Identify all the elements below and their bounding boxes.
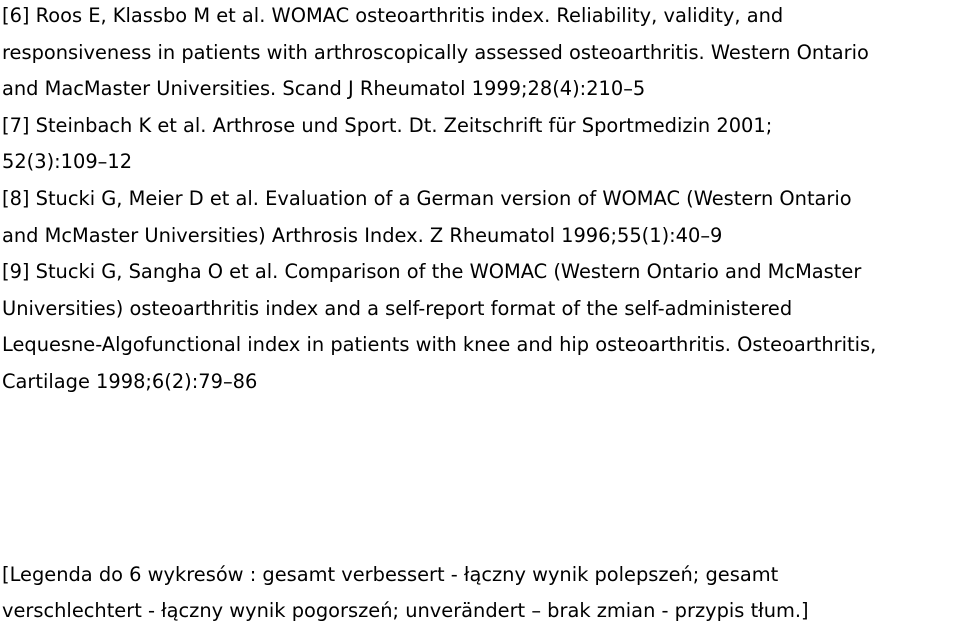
reference-9-line-2: Universities) osteoarthritis index and a self-report format of the self-administered (2, 297, 793, 320)
reference-6-line-2: responsiveness in patients with arthroscopically assessed osteoarthritis. Western Ontario (2, 41, 869, 64)
reference-7-line-1: [7] Steinbach K et al. Arthrose und Sport. Dt. Zeitschrift für Sportmedizin 2001; (2, 114, 773, 137)
reference-7-line-2: 52(3):109–12 (2, 150, 133, 173)
reference-6-line-1: [6] Roos E, Klassbo M et al. WOMAC osteoarthritis index. Reliability, validity, and (2, 4, 784, 27)
translator-note-line-2: verschlechtert - łączny wynik pogorszeń; unverändert – brak zmian - przypis tłum.] (2, 599, 809, 622)
translator-note-line-1: [Legenda do 6 wykresów : gesamt verbessert - łączny wynik polepszeń; gesamt (2, 563, 779, 586)
reference-9-line-4: Cartilage 1998;6(2):79–86 (2, 370, 258, 393)
reference-8-line-2: and McMaster Universities) Arthrosis Index. Z Rheumatol 1996;55(1):40–9 (2, 224, 723, 247)
reference-6-line-3: and MacMaster Universities. Scand J Rheumatol 1999;28(4):210–5 (2, 77, 646, 100)
reference-9-line-3: Lequesne-Algofunctional index in patients with knee and hip osteoarthritis. Osteoarthritis, (2, 333, 877, 356)
reference-9-line-1: [9] Stucki G, Sangha O et al. Comparison of the WOMAC (Western Ontario and McMaster (2, 260, 862, 283)
reference-8-line-1: [8] Stucki G, Meier D et al. Evaluation of a German version of WOMAC (Western Ontario (2, 187, 852, 210)
